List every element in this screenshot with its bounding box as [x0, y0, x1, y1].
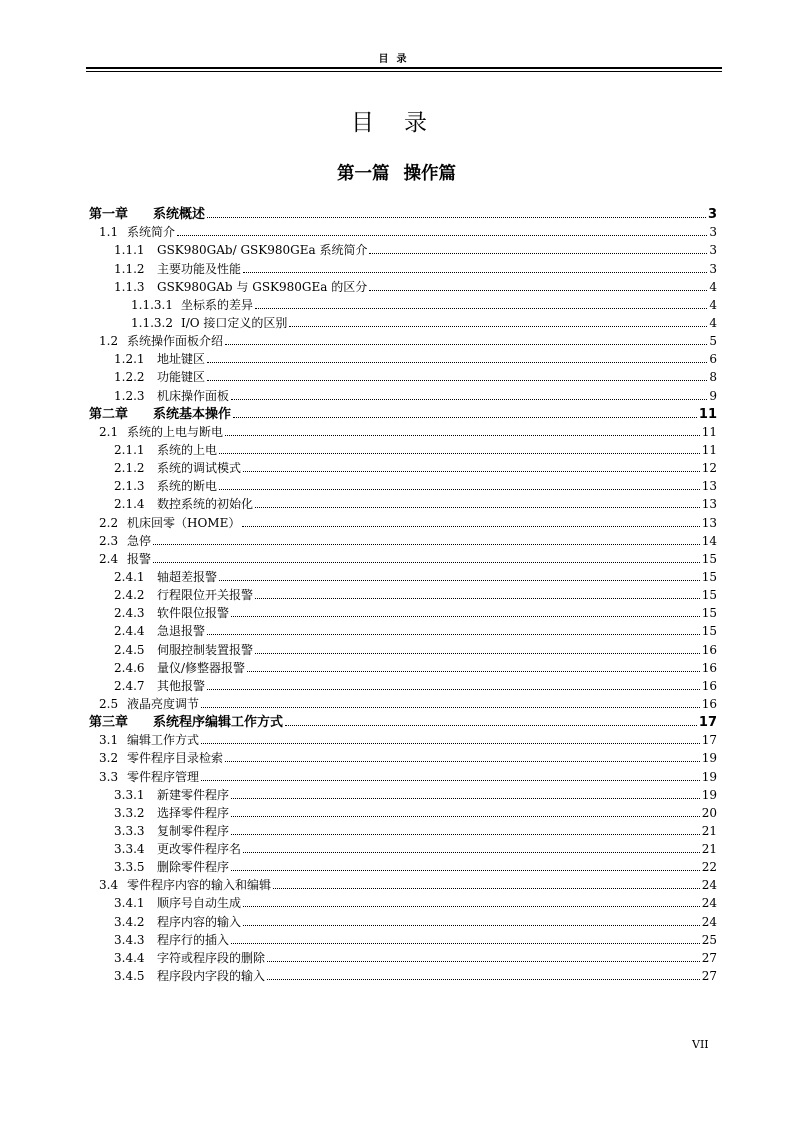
- toc-entry-number: 2.4.4: [114, 624, 145, 639]
- toc-leader-dots: [369, 289, 707, 291]
- toc-entry-number: 3.3: [99, 769, 119, 784]
- toc-entry-label: 行程限位开关报警: [157, 588, 254, 603]
- toc-entry[interactable]: [89, 747, 717, 765]
- toc-entry[interactable]: [89, 221, 717, 239]
- toc-leader-dots: [219, 579, 700, 581]
- header-rule-thin: [86, 71, 722, 72]
- toc-entry[interactable]: [89, 421, 717, 439]
- toc-entry-number: 3.4.2: [114, 914, 145, 929]
- toc-chapter-entry[interactable]: [89, 403, 717, 421]
- toc-entry[interactable]: [89, 511, 717, 529]
- toc-entry-label: 急退报警: [157, 624, 206, 639]
- toc-entry[interactable]: [89, 584, 717, 602]
- toc-entry-number: 3.4.4: [114, 950, 145, 965]
- toc-entry-page: 11: [701, 442, 717, 457]
- toc-entry-number: 3.3.5: [114, 860, 145, 875]
- toc-entry-label: 删除零件程序: [157, 860, 230, 875]
- toc-leader-dots: [207, 361, 707, 363]
- toc-entry[interactable]: [89, 802, 717, 820]
- toc-entry-page: 19: [701, 787, 717, 802]
- toc-entry-label: 顺序号自动生成: [157, 896, 242, 911]
- toc-entry-page: 27: [701, 950, 717, 965]
- toc-entry-label: 其他报警: [157, 678, 206, 693]
- toc-entry[interactable]: [89, 657, 717, 675]
- toc-entry-page: 13: [701, 497, 717, 512]
- toc-entry-label: 急停: [127, 533, 152, 548]
- toc-entry-page: 4: [709, 315, 717, 330]
- toc-entry-label: 软件限位报警: [157, 606, 230, 621]
- toc-leader-dots: [243, 271, 707, 273]
- toc-entry-number: 1.1.3: [114, 279, 145, 294]
- toc-entry-label: 选择零件程序: [157, 805, 230, 820]
- toc-entry-page: 11: [698, 406, 717, 422]
- toc-entry-label: 零件程序目录检索: [127, 751, 224, 766]
- toc-leader-dots: [243, 470, 700, 472]
- toc-entry-page: 12: [701, 461, 717, 476]
- toc-entry[interactable]: [89, 784, 717, 802]
- toc-entry-page: 24: [701, 896, 717, 911]
- toc-leader-dots: [225, 343, 707, 345]
- toc-leader-dots: [369, 252, 707, 254]
- toc-entry[interactable]: [89, 693, 717, 711]
- toc-entry-label: 地址键区: [157, 352, 206, 367]
- toc-entry-page: 14: [701, 533, 717, 548]
- toc-entry[interactable]: [89, 602, 717, 620]
- header-rule-thick: [86, 67, 722, 69]
- toc-leader-dots: [153, 561, 700, 563]
- toc-leader-dots: [225, 434, 700, 436]
- toc-leader-dots: [243, 924, 700, 926]
- toc-entry-label: 机床操作面板: [157, 388, 230, 403]
- toc-entry[interactable]: [89, 965, 717, 983]
- toc-entry-number: 1.1.2: [114, 261, 145, 276]
- toc-entry-page: 15: [701, 588, 717, 603]
- toc-entry-number: 1.1.3.1: [131, 297, 173, 312]
- toc-entry-number: 3.4.3: [114, 932, 145, 947]
- toc-entry-page: 9: [709, 388, 717, 403]
- toc-leader-dots: [231, 942, 700, 944]
- toc-entry-page: 16: [701, 660, 717, 675]
- toc-entry[interactable]: [89, 384, 717, 402]
- toc-chapter-entry[interactable]: [89, 203, 717, 221]
- toc-entry-page: 24: [701, 914, 717, 929]
- toc-entry[interactable]: [89, 910, 717, 928]
- toc-entry-label: 零件程序管理: [127, 769, 200, 784]
- toc-entry-number: 2.3: [99, 533, 119, 548]
- toc-leader-dots: [153, 543, 700, 545]
- toc-leader-dots: [207, 688, 700, 690]
- toc-entry[interactable]: [89, 330, 717, 348]
- toc-entry[interactable]: [89, 675, 717, 693]
- toc-entry[interactable]: [89, 493, 717, 511]
- toc-leader-dots: [231, 797, 700, 799]
- document-title: 目录: [351, 110, 457, 136]
- toc-entry-page: 15: [701, 606, 717, 621]
- toc-entry-label: 复制零件程序: [157, 823, 230, 838]
- toc-entry-number: 2.1: [99, 424, 119, 439]
- toc-entry-number: 1.2: [99, 334, 119, 349]
- toc-leader-dots: [207, 216, 706, 218]
- toc-entry[interactable]: [89, 838, 717, 856]
- page-number: VII: [692, 1038, 709, 1051]
- toc-entry[interactable]: [89, 892, 717, 910]
- toc-entry-page: 17: [701, 733, 717, 748]
- toc-entry[interactable]: [89, 366, 717, 384]
- toc-entry-label: 系统概述: [153, 207, 206, 223]
- toc-entry-page: 16: [701, 696, 717, 711]
- toc-entry-number: 3.1: [99, 733, 119, 748]
- toc-entry-label: 更改零件程序名: [157, 842, 242, 857]
- toc-entry-label: 系统的断电: [157, 479, 218, 494]
- toc-leader-dots: [243, 905, 700, 907]
- toc-entry-page: 3: [709, 261, 717, 276]
- toc-entry-label: 系统操作面板介绍: [127, 334, 224, 349]
- toc-entry[interactable]: [89, 257, 717, 275]
- toc-entry-page: 11: [701, 424, 717, 439]
- toc-entry-number: 2.4.2: [114, 588, 145, 603]
- toc-entry-number: 3.3.1: [114, 787, 145, 802]
- running-header: 目录: [378, 54, 415, 65]
- toc-entry-number: 1.2.2: [114, 370, 145, 385]
- toc-entry-number: 1.2.3: [114, 388, 145, 403]
- toc-entry-label: 报警: [127, 551, 152, 566]
- toc-entry[interactable]: [89, 638, 717, 656]
- toc-entry-label: 坐标系的差异: [181, 297, 254, 312]
- toc-entry-number: 第二章: [89, 406, 129, 422]
- toc-entry-label: GSK980GAb/ GSK980GEa 系统简介: [157, 243, 368, 258]
- toc-entry-label: 程序段内字段的输入: [157, 969, 266, 984]
- toc-leader-dots: [247, 670, 700, 672]
- toc-entry-label: 数控系统的初始化: [157, 497, 254, 512]
- toc-entry-label: 系统的上电与断电: [127, 424, 224, 439]
- toc-entry-number: 2.1.2: [114, 461, 145, 476]
- toc-entry-number: 2.5: [99, 696, 119, 711]
- part-title: 第一篇 操作篇: [336, 164, 457, 184]
- toc-entry-number: 1.1: [99, 225, 119, 240]
- toc-entry-number: 3.2: [99, 751, 119, 766]
- toc-leader-dots: [285, 724, 697, 726]
- toc-entry-label: 程序内容的输入: [157, 914, 242, 929]
- toc-entry[interactable]: [89, 820, 717, 838]
- toc-entry-number: 3.4: [99, 878, 119, 893]
- toc-entry[interactable]: [89, 929, 717, 947]
- toc-entry-label: 新建零件程序: [157, 787, 230, 802]
- toc-entry-label: 程序行的插入: [157, 932, 230, 947]
- toc-leader-dots: [201, 742, 700, 744]
- toc-entry-number: 3.3.3: [114, 823, 145, 838]
- toc-entry-page: 27: [701, 969, 717, 984]
- toc-entry-page: 3: [709, 225, 717, 240]
- toc-leader-dots: [267, 978, 700, 980]
- toc-entry-page: 15: [701, 624, 717, 639]
- toc-entry[interactable]: [89, 294, 717, 312]
- toc-entry-page: 13: [701, 479, 717, 494]
- toc-entry-number: 2.4.6: [114, 660, 145, 675]
- toc-entry-page: 8: [709, 370, 717, 385]
- toc-entry-page: 4: [709, 279, 717, 294]
- toc-leader-dots: [207, 379, 707, 381]
- toc-leader-dots: [201, 706, 700, 708]
- toc-entry-number: 2.4: [99, 551, 119, 566]
- toc-entry-number: 第三章: [89, 715, 129, 731]
- toc-entry-page: 22: [701, 860, 717, 875]
- toc-leader-dots: [231, 615, 700, 617]
- toc-entry-number: 2.2: [99, 515, 119, 530]
- toc-leader-dots: [177, 234, 707, 236]
- toc-entry[interactable]: [89, 475, 717, 493]
- toc-leader-dots: [225, 760, 700, 762]
- toc-entry-number: 3.3.4: [114, 842, 145, 857]
- toc-entry-label: 零件程序内容的输入和编辑: [127, 878, 272, 893]
- toc-entry-number: 2.1.3: [114, 479, 145, 494]
- toc-entry-number: 2.1.1: [114, 442, 145, 457]
- toc-entry-page: 21: [701, 842, 717, 857]
- toc-leader-dots: [255, 307, 707, 309]
- toc-entry-label: 轴超差报警: [157, 569, 218, 584]
- toc-entry[interactable]: [89, 566, 717, 584]
- toc-entry-label: 主要功能及性能: [157, 261, 242, 276]
- toc-entry-page: 21: [701, 823, 717, 838]
- toc-leader-dots: [231, 815, 700, 817]
- toc-entry-label: 机床回零（HOME）: [127, 515, 241, 530]
- toc-entry-page: 16: [701, 642, 717, 657]
- toc-entry-page: 15: [701, 551, 717, 566]
- toc-leader-dots: [231, 869, 700, 871]
- toc-entry-number: 第一章: [89, 207, 129, 223]
- toc-entry-number: 3.3.2: [114, 805, 145, 820]
- toc-leader-dots: [207, 633, 700, 635]
- toc-entry-number: 2.4.1: [114, 569, 145, 584]
- toc-entry-number: 1.1.3.2: [131, 315, 173, 330]
- toc-entry-page: 25: [701, 932, 717, 947]
- toc-entry[interactable]: [89, 312, 717, 330]
- toc-entry-page: 3: [707, 207, 717, 223]
- toc-leader-dots: [267, 960, 700, 962]
- toc-entry-number: 3.4.1: [114, 896, 145, 911]
- toc-entry[interactable]: [89, 765, 717, 783]
- toc-entry[interactable]: [89, 874, 717, 892]
- toc-leader-dots: [255, 597, 700, 599]
- toc-entry[interactable]: [89, 548, 717, 566]
- toc-leader-dots: [231, 398, 707, 400]
- toc-entry[interactable]: [89, 239, 717, 257]
- toc-entry-page: 13: [701, 515, 717, 530]
- toc-leader-dots: [219, 488, 700, 490]
- toc-chapter-entry[interactable]: [89, 711, 717, 729]
- toc-entry[interactable]: [89, 457, 717, 475]
- toc-entry[interactable]: [89, 276, 717, 294]
- toc-entry-label: 液晶亮度调节: [127, 696, 200, 711]
- toc-entry[interactable]: [89, 530, 717, 548]
- toc-entry-label: 系统基本操作: [153, 406, 232, 422]
- toc-entry-page: 17: [698, 715, 717, 731]
- toc-entry[interactable]: [89, 620, 717, 638]
- toc-entry-label: 伺服控制装置报警: [157, 642, 254, 657]
- toc-entry-label: 系统简介: [127, 225, 176, 240]
- toc-entry-number: 2.4.3: [114, 606, 145, 621]
- toc-entry-page: 16: [701, 678, 717, 693]
- toc-leader-dots: [255, 652, 700, 654]
- toc-entry-number: 1.1.1: [114, 243, 145, 258]
- toc-leader-dots: [231, 833, 700, 835]
- toc-leader-dots: [242, 525, 699, 527]
- toc-entry-label: 功能键区: [157, 370, 206, 385]
- toc-entry-number: 2.4.7: [114, 678, 145, 693]
- toc-entry-label: GSK980GAb 与 GSK980GEa 的区分: [157, 279, 368, 294]
- toc-leader-dots: [273, 887, 700, 889]
- toc-entry[interactable]: [89, 856, 717, 874]
- toc-entry-page: 24: [701, 878, 717, 893]
- toc-entry-label: 量仪/修整器报警: [157, 660, 246, 675]
- toc-entry-page: 20: [701, 805, 717, 820]
- toc-entry-page: 19: [701, 769, 717, 784]
- toc-entry-label: 编辑工作方式: [127, 733, 200, 748]
- toc-entry-number: 2.4.5: [114, 642, 145, 657]
- toc-entry[interactable]: [89, 947, 717, 965]
- toc-leader-dots: [219, 452, 700, 454]
- toc-leader-dots: [201, 779, 700, 781]
- toc-entry[interactable]: [89, 729, 717, 747]
- toc-entry-page: 3: [709, 243, 717, 258]
- toc-entry[interactable]: [89, 348, 717, 366]
- toc-entry-label: 系统的上电: [157, 442, 218, 457]
- toc-entry-label: 字符或程序段的删除: [157, 950, 266, 965]
- toc-entry[interactable]: [89, 439, 717, 457]
- toc-entry-number: 2.1.4: [114, 497, 145, 512]
- toc-leader-dots: [233, 416, 697, 418]
- toc-entry-label: I/O 接口定义的区别: [181, 315, 288, 330]
- table-of-contents: [89, 203, 717, 983]
- toc-entry-label: 系统的调试模式: [157, 461, 242, 476]
- toc-leader-dots: [255, 506, 700, 508]
- toc-leader-dots: [289, 325, 707, 327]
- toc-entry-label: 系统程序编辑工作方式: [153, 715, 284, 731]
- toc-entry-page: 4: [709, 297, 717, 312]
- toc-entry-page: 19: [701, 751, 717, 766]
- toc-entry-page: 6: [709, 352, 717, 367]
- toc-entry-number: 1.2.1: [114, 352, 145, 367]
- toc-entry-page: 5: [709, 334, 717, 349]
- toc-leader-dots: [243, 851, 700, 853]
- toc-entry-number: 3.4.5: [114, 969, 145, 984]
- toc-entry-page: 15: [701, 569, 717, 584]
